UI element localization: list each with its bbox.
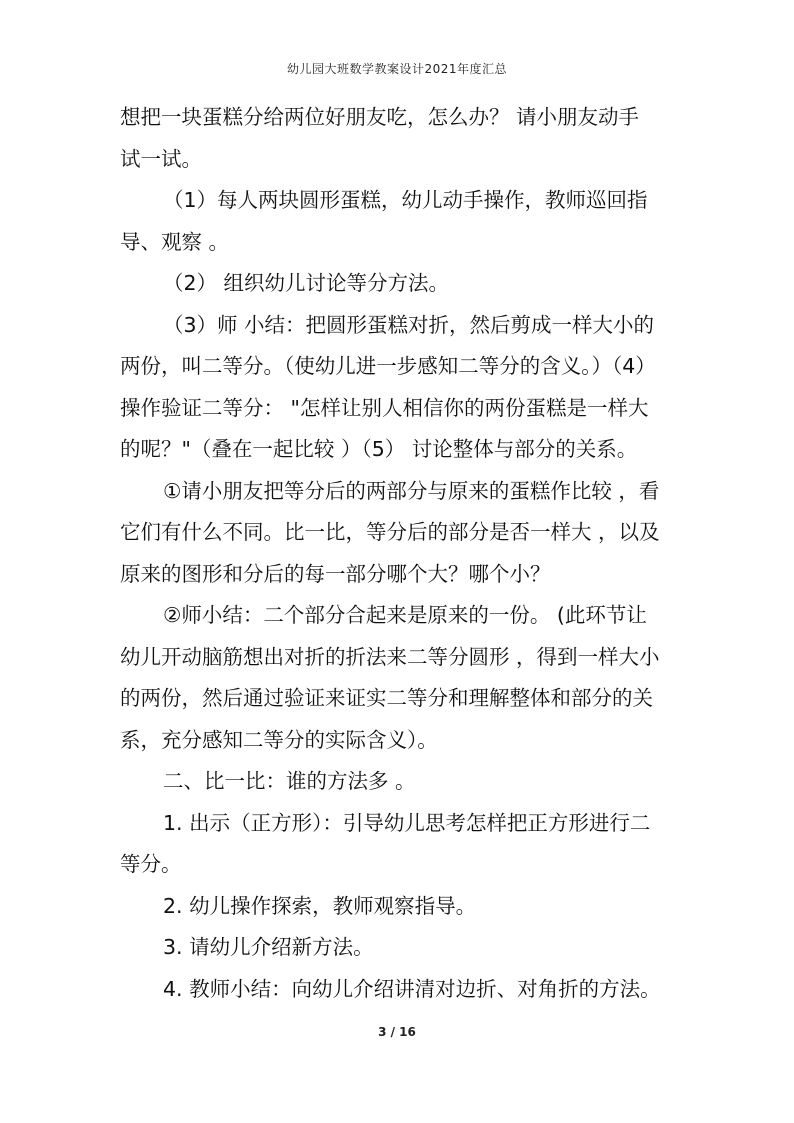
text-line: 3. 请幼儿介绍新方法。 (163, 935, 374, 959)
text-line: 2. 幼儿操作探索，教师观察指导。 (163, 893, 477, 918)
text-line: 1. 出示（正方形）：引导幼儿思考怎样把正方形进行二 (163, 810, 651, 835)
text-line: 幼儿开动脑筋想出对折的折法来二等分圆形 ，得到一样大小 (120, 644, 660, 669)
text-line: （3）师 小结：把圆形蛋糕对折，然后剪成一样大小的 (163, 312, 655, 337)
text-line: 的两份，然后通过验证来证实二等分和理解整体和部分的关 (120, 686, 653, 710)
document-body (120, 97, 700, 1010)
text-line: ①请小朋友把等分后的两部分与原来的蛋糕作比较 ，看 (163, 478, 660, 503)
text-line: 两份，叫二等分。（使幼儿进一步感知二等分的含义。）（4） (120, 354, 656, 378)
text-line: 的呢？"（叠在一起比较 ）（5） 讨论整体与部分的关系。 (120, 437, 638, 461)
text-line: 它们有什么不同。比一比，等分后的部分是否一样大 ，以及 (120, 520, 660, 544)
text-line: 想把一块蛋糕分给两位好朋友吃，怎么办？ 请小朋友动手 (120, 105, 640, 129)
text-line: 导、观察 。 (120, 229, 230, 254)
text-line: ②师小结：二个部分合起来是原来的一份。 (此环节让 (163, 603, 647, 627)
text-line: 二、比一比：谁的方法多 。 (163, 769, 416, 793)
page-number: 3 / 16 (378, 1025, 416, 1039)
text-line: 原来的图形和分后的每一部分哪个大？哪个小？ (120, 561, 551, 586)
text-line: 操作验证二等分： "怎样让别人相信你的两份蛋糕是一样大 (120, 395, 649, 420)
page-header-title: 幼儿园大班数学教案设计2021年度汇总 (286, 62, 508, 76)
text-line: 等分。 (120, 852, 182, 876)
text-line: （2） 组织幼儿讨论等分方法。 (163, 271, 450, 295)
text-line: 系，充分感知二等分的实际含义）。 (120, 727, 438, 752)
text-line: 试一试。 (120, 146, 202, 171)
text-line: （1）每人两块圆形蛋糕，幼儿动手操作，教师巡回指 (163, 188, 648, 212)
text-line: 4. 教师小结：向幼儿介绍讲清对边折、对角折的方法。 (163, 976, 661, 1001)
